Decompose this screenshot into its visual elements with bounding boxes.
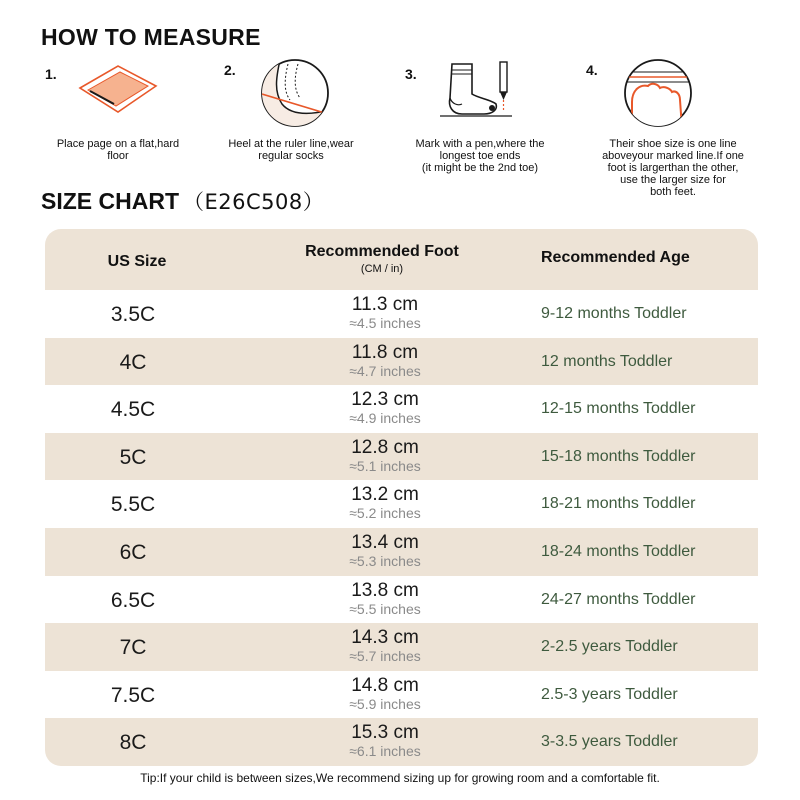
age-cell: 18-24 months Toddler — [541, 543, 696, 560]
size-cell: 7C — [119, 636, 147, 660]
foot-length-inches: ≈5.2 inches — [349, 505, 421, 522]
step-caption: Place page on a flat,hard floor — [56, 138, 180, 162]
size-cell: 7.5C — [110, 683, 156, 707]
foot-length-cm: 11.3 cm — [351, 294, 419, 315]
foot-length-cell — [295, 676, 475, 712]
age-cell: 2.5-3 years Toddler — [541, 685, 678, 703]
size-cell: 5.5C — [110, 493, 156, 517]
foot-length-inches: ≈5.9 inches — [349, 695, 421, 712]
table-row — [45, 623, 758, 671]
age-cell: 18-21 months Toddler — [541, 495, 696, 513]
foot-length-cm: 13.4 cm — [351, 532, 419, 553]
foot-length-cm: 12.3 cm — [351, 389, 419, 411]
foot-length-inches: ≈5.5 inches — [349, 600, 421, 617]
size-cell: 5C — [119, 445, 147, 469]
size-cell: 8C — [119, 731, 147, 755]
size-chart-label: SIZE CHART — [41, 188, 179, 214]
table-row — [45, 528, 758, 576]
foot-length-cm: 13.2 cm — [351, 484, 419, 506]
step-number: 4. — [586, 62, 598, 78]
toe-line-icon — [622, 58, 694, 128]
age-cell: 3-3.5 years Toddler — [541, 733, 678, 751]
table-row — [45, 671, 758, 719]
foot-length-cell — [295, 485, 475, 521]
foot-length-cell — [295, 438, 475, 474]
table-row — [45, 433, 758, 481]
foot-length-cell — [295, 723, 475, 759]
age-cell: 12-15 months Toddler — [541, 400, 696, 418]
table-row — [45, 385, 758, 433]
foot-length-inches: ≈5.7 inches — [349, 648, 421, 665]
foot-length-cm: 14.3 cm — [351, 627, 419, 649]
paper-on-floor-icon — [76, 62, 160, 118]
size-chart-title — [41, 186, 324, 216]
foot-length-cm: 14.8 cm — [351, 674, 419, 696]
step-caption: Heel at the ruler line,wear regular socks — [228, 138, 354, 162]
table-row — [45, 576, 758, 624]
foot-length-inches: ≈4.7 inches — [349, 362, 421, 379]
foot-length-cell — [295, 581, 475, 617]
foot-length-cm: 15.3 cm — [351, 722, 419, 744]
header-foot-unit: (CM / in) — [360, 263, 404, 275]
foot-length-inches: ≈5.3 inches — [349, 553, 421, 569]
foot-length-inches: ≈4.9 inches — [349, 410, 421, 427]
foot-length-inches: ≈4.5 inches — [349, 315, 421, 331]
table-row — [45, 290, 758, 338]
header-foot-label: Recommended Foot — [305, 243, 459, 260]
foot-length-inches: ≈5.1 inches — [349, 457, 421, 474]
header-foot — [275, 243, 489, 275]
size-cell: 4C — [119, 350, 147, 374]
sock-and-pen-icon — [438, 58, 522, 120]
age-cell: 24-27 months Toddler — [541, 590, 696, 608]
foot-length-cell — [295, 533, 475, 569]
table-row — [45, 718, 758, 766]
size-cell: 3.5C — [110, 303, 156, 326]
header-us-size: US Size — [107, 253, 167, 270]
foot-length-inches: ≈6.1 inches — [349, 743, 421, 760]
model-number: （E26C508） — [183, 190, 325, 214]
age-cell: 15-18 months Toddler — [541, 447, 696, 465]
table-row — [45, 480, 758, 528]
foot-length-cell — [295, 628, 475, 664]
tip-text: Tip:If your child is between sizes,We recommend sizing up for growing room and a comfortable fit. — [140, 771, 660, 785]
foot-length-cell — [295, 343, 475, 379]
step-caption: Their shoe size is one line aboveyour marked line.If one foot is largerthan the other, use the larger size for both feet. — [602, 138, 744, 198]
heel-at-line-icon — [258, 58, 332, 128]
size-cell: 4.5C — [110, 398, 156, 422]
table-header — [45, 229, 758, 290]
foot-length-cm: 12.8 cm — [351, 436, 419, 458]
size-cell: 6C — [119, 541, 147, 564]
how-to-measure-title: HOW TO MEASURE — [41, 24, 261, 50]
foot-length-cm: 13.8 cm — [351, 579, 419, 601]
foot-length-cm: 11.8 cm — [351, 341, 419, 363]
header-age: Recommended Age — [541, 249, 690, 266]
table-row — [45, 338, 758, 386]
step-number: 1. — [45, 66, 57, 82]
age-cell: 2-2.5 years Toddler — [541, 638, 678, 656]
step-number: 2. — [224, 62, 236, 78]
foot-length-cell — [295, 390, 475, 426]
step-number: 3. — [405, 66, 417, 82]
step-caption: Mark with a pen,where the longest toe ends (it might be the 2nd toe) — [415, 138, 545, 174]
foot-length-cell — [295, 295, 475, 331]
age-cell: 12 months Toddler — [541, 352, 673, 370]
age-cell: 9-12 months Toddler — [541, 305, 687, 322]
size-cell: 6.5C — [110, 588, 156, 612]
size-table — [45, 229, 758, 766]
